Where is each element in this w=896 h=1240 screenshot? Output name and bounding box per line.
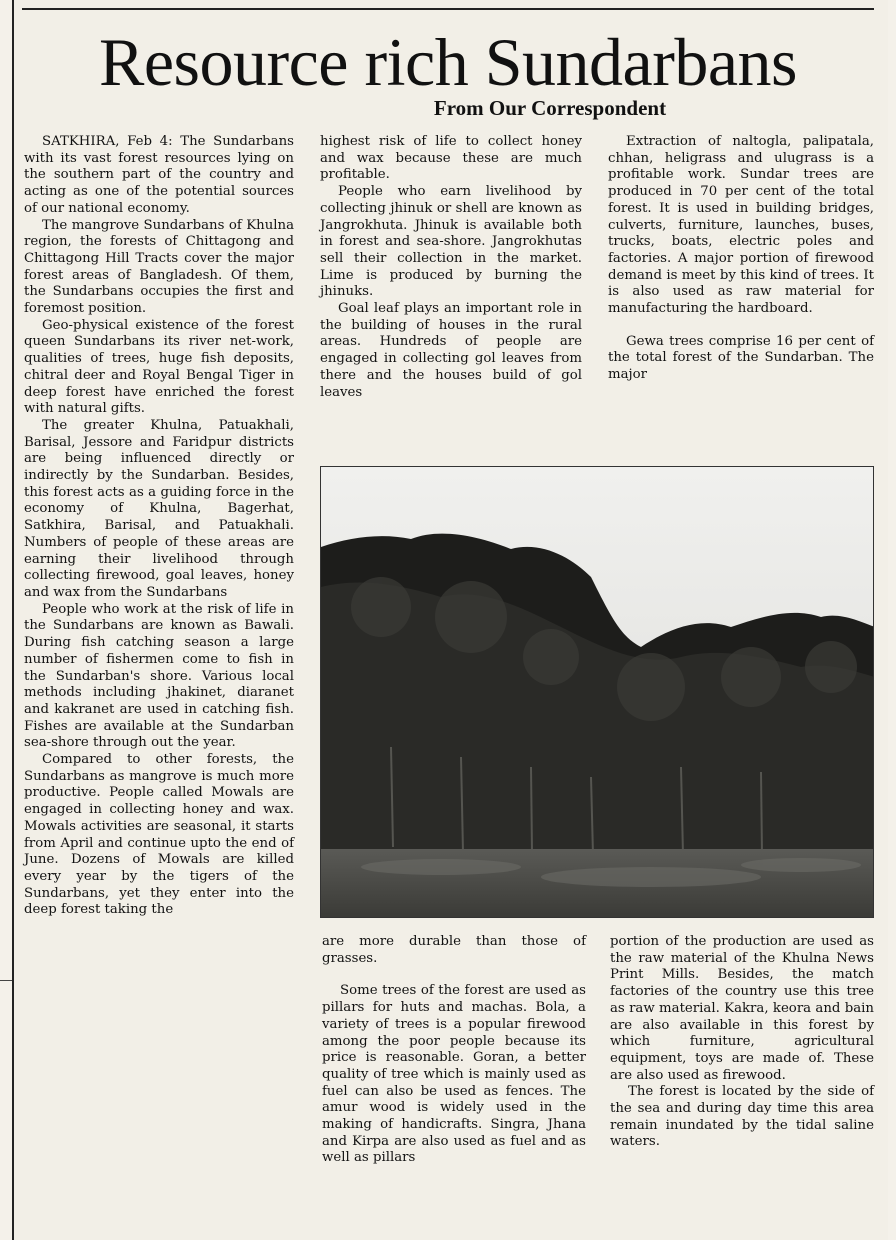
headline: Resource rich Sundarbans bbox=[98, 24, 797, 100]
paragraph: Compared to other forests, the Sundarbans as mangrove is much more productive. People called Mowals are engaged in collecting honey and wax. Mowals activities are seasonal, it starts from April and continue upto the end of June. Dozens of Mowals are killed every year by the tigers of the Sundarbans, yet they enter into the deep forest taking the bbox=[24, 752, 294, 918]
paragraph: The greater Khulna, Patuakhali, Barisal, Jessore and Faridpur districts are being influenced directly or indirectly by the Sundarban. Besides, this forest acts as a guiding force in the economy of Khulna, Bagerhat, Satkhira, Barisal, and Patuakhali. Numbers of people of these areas are earning their livelihood through collecting firewood, goal leaves, honey and wax from the Sundarbans bbox=[24, 417, 294, 600]
forest-photo-image bbox=[321, 467, 874, 918]
article-column-3 bbox=[608, 134, 874, 384]
article-column-2-bottom bbox=[322, 934, 586, 1167]
article-column-2 bbox=[320, 134, 582, 401]
paragraph: Goal leaf plays an important role in the building of houses in the rural areas. Hundreds of people are engaged in collecting gol leaves from there and the houses build of gol leaves bbox=[320, 301, 582, 400]
paragraph: Gewa trees comprise 16 per cent of the total forest of the Sundarban. The major bbox=[608, 333, 874, 383]
article-column-1 bbox=[24, 134, 294, 919]
paragraph: Some trees of the forest are used as pillars for huts and machas. Bola, a variety of trees is a popular firewood among the poor people because its price is reasonable. Goran, a better quality of tree which is mainly used as fuel can also be used as fences. The amur wood is widely used in the making of handicrafts. Singra, Jhana and Kirpa are also used as fuel and as well as pillars bbox=[322, 983, 586, 1166]
paragraph: The mangrove Sundarbans of Khulna region, the forests of Chittagong and Chittagong Hill Tracts cover the major forest areas of Bangladesh. Of them, the Sundarbans occupies the first and foremost position. bbox=[24, 217, 294, 317]
paragraph: SATKHIRA, Feb 4: The Sundarbans with its vast forest resources lying on the southern part of the country and acting as one of the potential sources of our national economy. bbox=[24, 134, 294, 216]
forest-photo bbox=[320, 466, 874, 918]
paragraph: The forest is located by the side of the sea and during day time this area remain inundated by the tidal saline waters. bbox=[610, 1084, 874, 1150]
byline: From Our Correspondent bbox=[433, 96, 667, 120]
paragraph: People who earn livelihood by collecting jhinuk or shell are known as Jangrokhuta. Jhinuk is available both in forest and sea-shore. Jangrokhutas sell their collection in the market. Lime is produced by burning the jhinuks. bbox=[320, 184, 582, 300]
top-rule bbox=[22, 8, 874, 10]
paragraph: portion of the production are used as the raw material of the Khulna News Print Mills. Besides, the match factories of the country use this tree as raw material. Kakra, keora and bain are also available in this forest by which furniture, agricultural equipment, toys are made of. These are also used as firewood. bbox=[610, 934, 874, 1083]
margin-mark bbox=[0, 980, 12, 981]
paragraph: Geo-physical existence of the forest queen Sundarbans its river net-work, qualities of trees, huge fish deposits, chitral deer and Royal Bengal Tiger in deep forest have enriched the forest with natural gifts. bbox=[24, 317, 294, 417]
paragraph: Extraction of naltogla, palipatala, chhan, heligrass and ulugrass is a profitable work. Sundar trees are produced in 70 per cent of the total forest. It is used in building bridges, culverts, furniture, launches, buses, trucks, boats, electric poles and factories. A major portion of firewood demand is meet by this kind of trees. It is also used as raw material for manufacturing the hardboard. bbox=[608, 134, 874, 317]
paragraph: are more durable than those of grasses. bbox=[322, 934, 586, 966]
paragraph: People who work at the risk of life in the Sundarbans are known as Bawali. During fish catching season a large number of fishermen come to fish in the Sundarban's shore. Various local methods including jhakinet, diaranet and kakranet are used in catching fish. Fishes are available at the Sundarban sea-shore through out the year. bbox=[24, 601, 294, 751]
article-column-3-bottom bbox=[610, 934, 874, 1151]
paragraph: highest risk of life to collect honey and wax because these are much profitable. bbox=[320, 134, 582, 183]
